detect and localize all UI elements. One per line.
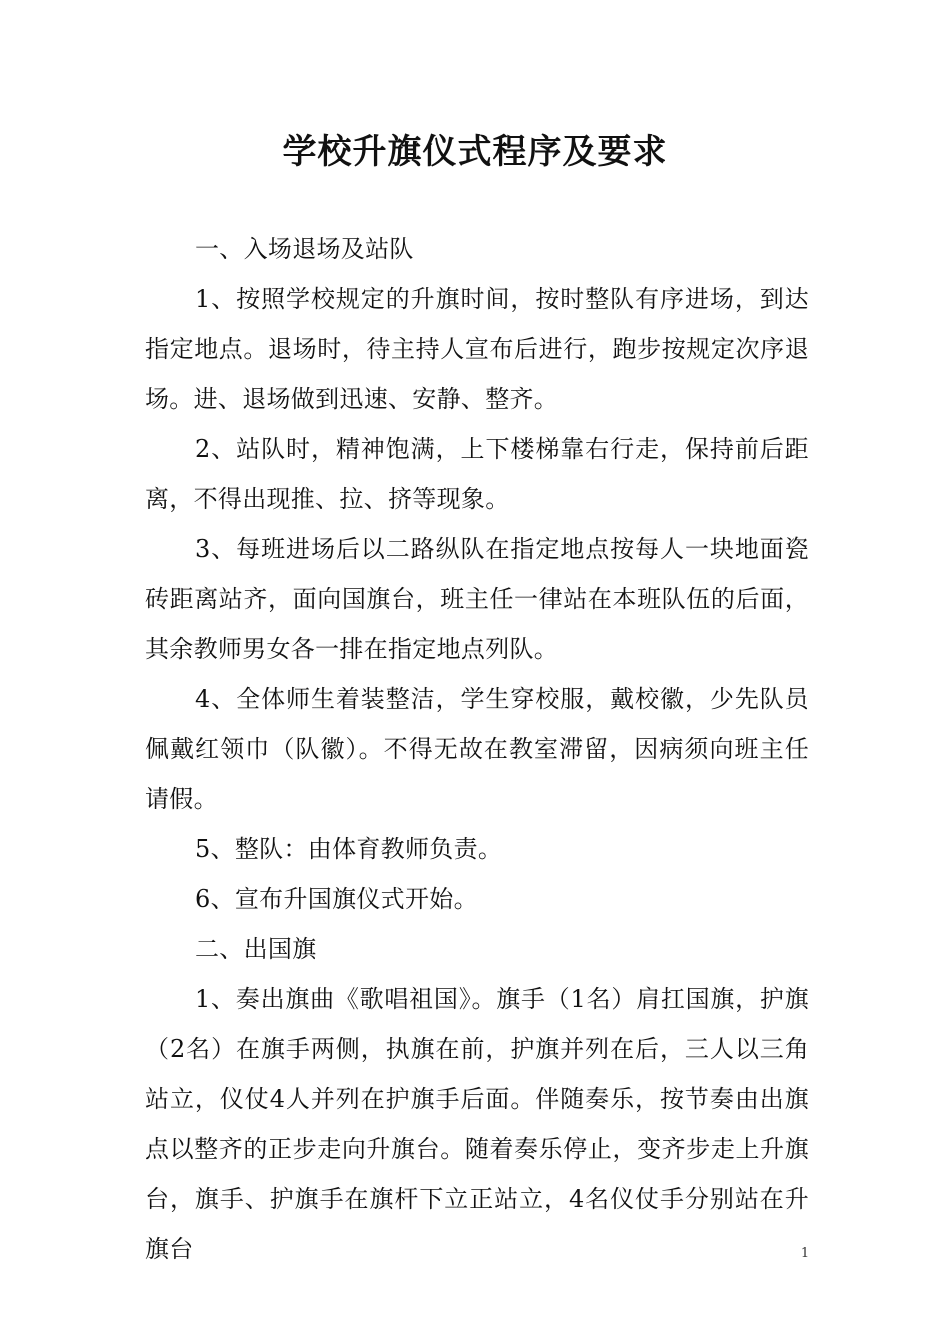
section-heading-entry-exit: 一、入场退场及站队 [195, 235, 414, 263]
section-heading-flag-out: 二、出国旗 [195, 935, 317, 963]
paragraph-entry-rule-1: 1、按照学校规定的升旗时间，按时整队有序进场，到达指定地点。退场时，待主持人宣布后进行，跑步按规定次序退场。进、退场做到迅速、安静、整齐。 [145, 285, 809, 413]
paragraph-entry-rule-3: 3、每班进场后以二路纵队在指定地点按每人一块地面瓷砖距离站齐，面向国旗台，班主任一律站在本班队伍的后面，其余教师男女各一排在指定地点列队。 [145, 535, 809, 663]
paragraph-entry-rule-4: 4、全体师生着装整洁，学生穿校服，戴校徽，少先队员佩戴红领巾（队徽）。不得无故在教室滞留，因病须向班主任请假。 [145, 685, 809, 813]
paragraph-flag-rule-1: 1、奏出旗曲《歌唱祖国》。旗手（1名）肩扛国旗，护旗（2名）在旗手两侧，执旗在前，护旗并列在后，三人以三角站立，仪仗4人并列在护旗手后面。伴随奏乐，按节奏由出旗点以整齐的正步走向升旗台。随着奏乐停止，变齐步走上升旗台，旗手、护旗手在旗杆下立正站立，4名仪仗手分别站在升旗台 [145, 985, 809, 1263]
paragraph-entry-rule-2: 2、站队时，精神饱满，上下楼梯靠右行走，保持前后距离，不得出现推、拉、挤等现象。 [145, 435, 809, 513]
paragraph-entry-rule-6: 6、宣布升国旗仪式开始。 [195, 885, 478, 913]
document-title: 学校升旗仪式程序及要求 [282, 132, 668, 172]
page-number: 1 [800, 1246, 810, 1261]
paragraph-entry-rule-5: 5、整队：由体育教师负责。 [195, 835, 503, 863]
document-body [145, 224, 809, 1274]
